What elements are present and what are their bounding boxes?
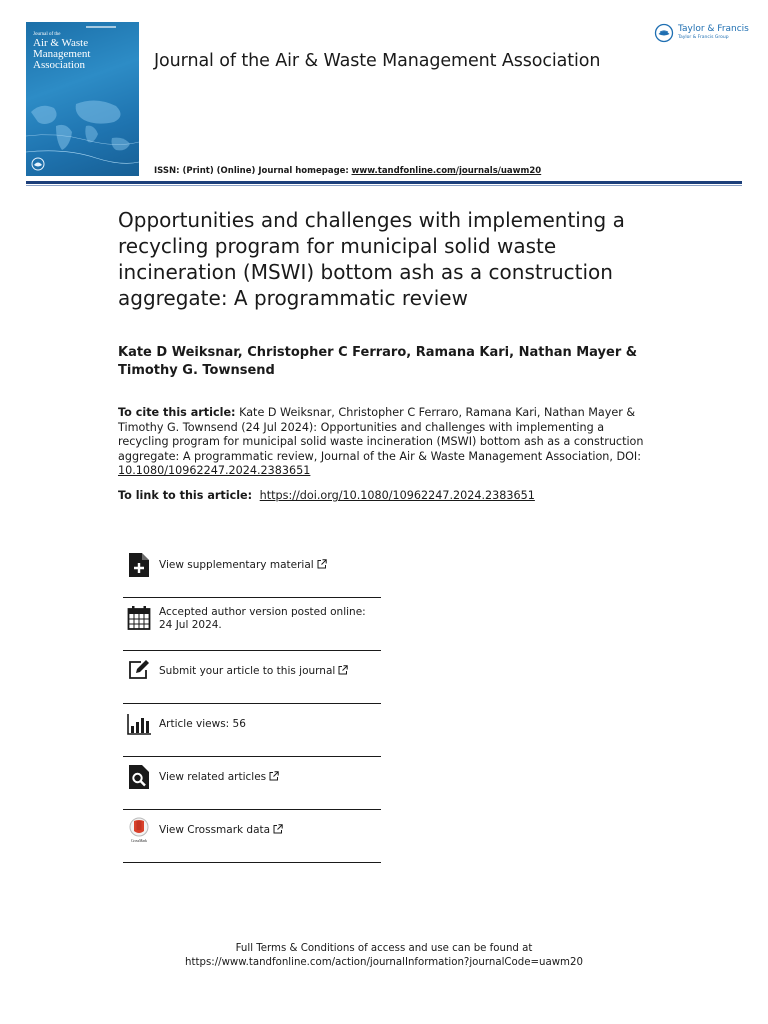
cite-label: To cite this article: xyxy=(118,406,236,419)
cover-title-line: Association xyxy=(33,59,85,71)
journal-homepage-link[interactable]: www.tandfonline.com/journals/uawm20 xyxy=(351,166,542,176)
publisher-name: Taylor & Francis xyxy=(678,24,749,34)
list-item-label: Submit your article to this journal xyxy=(159,665,336,677)
taylor-francis-icon xyxy=(654,23,674,43)
cover-publisher-icon xyxy=(31,157,45,171)
external-link-icon xyxy=(338,665,348,675)
edit-icon xyxy=(127,658,151,684)
list-item-views xyxy=(123,704,381,757)
article-info-list xyxy=(123,545,381,863)
publisher-logo[interactable] xyxy=(654,22,749,46)
external-link-icon xyxy=(269,771,279,781)
cite-doi-link[interactable]: 10.1080/10962247.2024.2383651 xyxy=(118,464,311,477)
crossmark-label: CrossMark xyxy=(131,839,147,843)
list-item-label: View supplementary material xyxy=(159,559,314,571)
supplementary-file-icon xyxy=(127,552,151,578)
header-rule xyxy=(26,181,742,184)
list-item-submit[interactable] xyxy=(123,651,381,704)
external-link-icon xyxy=(317,559,327,569)
cover-title-small: Journal of the xyxy=(33,32,61,37)
link-label: To link to this article: xyxy=(118,489,253,502)
cover-top-mark xyxy=(86,26,116,28)
list-item-label: Accepted author version posted online: 24 Jul 2024. xyxy=(159,606,366,631)
article-title: Opportunities and challenges with implementing a recycling program for municipal solid waste incineration (MSWI) bottom ash as a construction aggregate: A programmatic review xyxy=(118,208,625,310)
list-item-label-wrap xyxy=(159,559,379,572)
calendar-icon xyxy=(127,605,151,631)
footer-line: Full Terms & Conditions of access and use can be found at xyxy=(235,943,533,954)
issn-label: ISSN: (Print) (Online) Journal homepage: xyxy=(154,166,349,176)
list-item-label: Article views: 56 xyxy=(159,718,246,730)
article-link-line xyxy=(118,489,535,502)
terms-footer xyxy=(0,942,768,970)
cover-title-line: Air & Waste xyxy=(33,37,89,49)
list-item-crossmark[interactable] xyxy=(123,810,381,863)
journal-cover-image xyxy=(26,22,139,176)
list-item-accepted-date xyxy=(123,598,381,651)
list-item-label-wrap xyxy=(159,771,379,784)
cover-title-line: Management xyxy=(33,48,91,60)
article-authors: Kate D Weiksnar, Christopher C Ferraro, Ramana Kari, Nathan Mayer & Timothy G. Townsend xyxy=(118,345,638,378)
list-item-label-wrap xyxy=(159,606,379,632)
journal-title: Journal of the Air & Waste Management Association xyxy=(154,51,601,71)
cover-title xyxy=(33,32,133,71)
cite-text: Kate D Weiksnar, Christopher C Ferraro, Ramana Kari, Nathan Mayer & Timothy G. Townsend (24 Jul 2024): Opportunities and challenges with implementing a recycling program for municipal solid waste incineration (MSWI) bottom ash as a construction aggregate: A programmatic review, Journal of the Air & Waste Management Association, DOI: xyxy=(118,406,644,463)
bar-chart-icon xyxy=(127,711,151,737)
list-item-label: View Crossmark data xyxy=(159,824,271,836)
list-item-label: View related articles xyxy=(159,771,267,783)
header-rule-thin xyxy=(26,185,742,186)
list-item-label-wrap xyxy=(159,824,379,837)
publisher-group: Taylor & Francis Group xyxy=(678,35,729,40)
list-item-supplementary[interactable] xyxy=(123,545,381,598)
citation-block xyxy=(118,406,658,479)
list-item-related[interactable] xyxy=(123,757,381,810)
terms-url[interactable]: https://www.tandfonline.com/action/journalInformation?journalCode=uawm20 xyxy=(185,957,583,968)
list-item-label-wrap xyxy=(159,665,379,678)
search-document-icon xyxy=(127,764,151,790)
issn-line xyxy=(154,166,541,176)
crossmark-icon xyxy=(127,817,151,843)
list-item-label-wrap xyxy=(159,718,379,731)
external-link-icon xyxy=(273,824,283,834)
article-doi-link[interactable]: https://doi.org/10.1080/10962247.2024.2383651 xyxy=(259,489,535,502)
